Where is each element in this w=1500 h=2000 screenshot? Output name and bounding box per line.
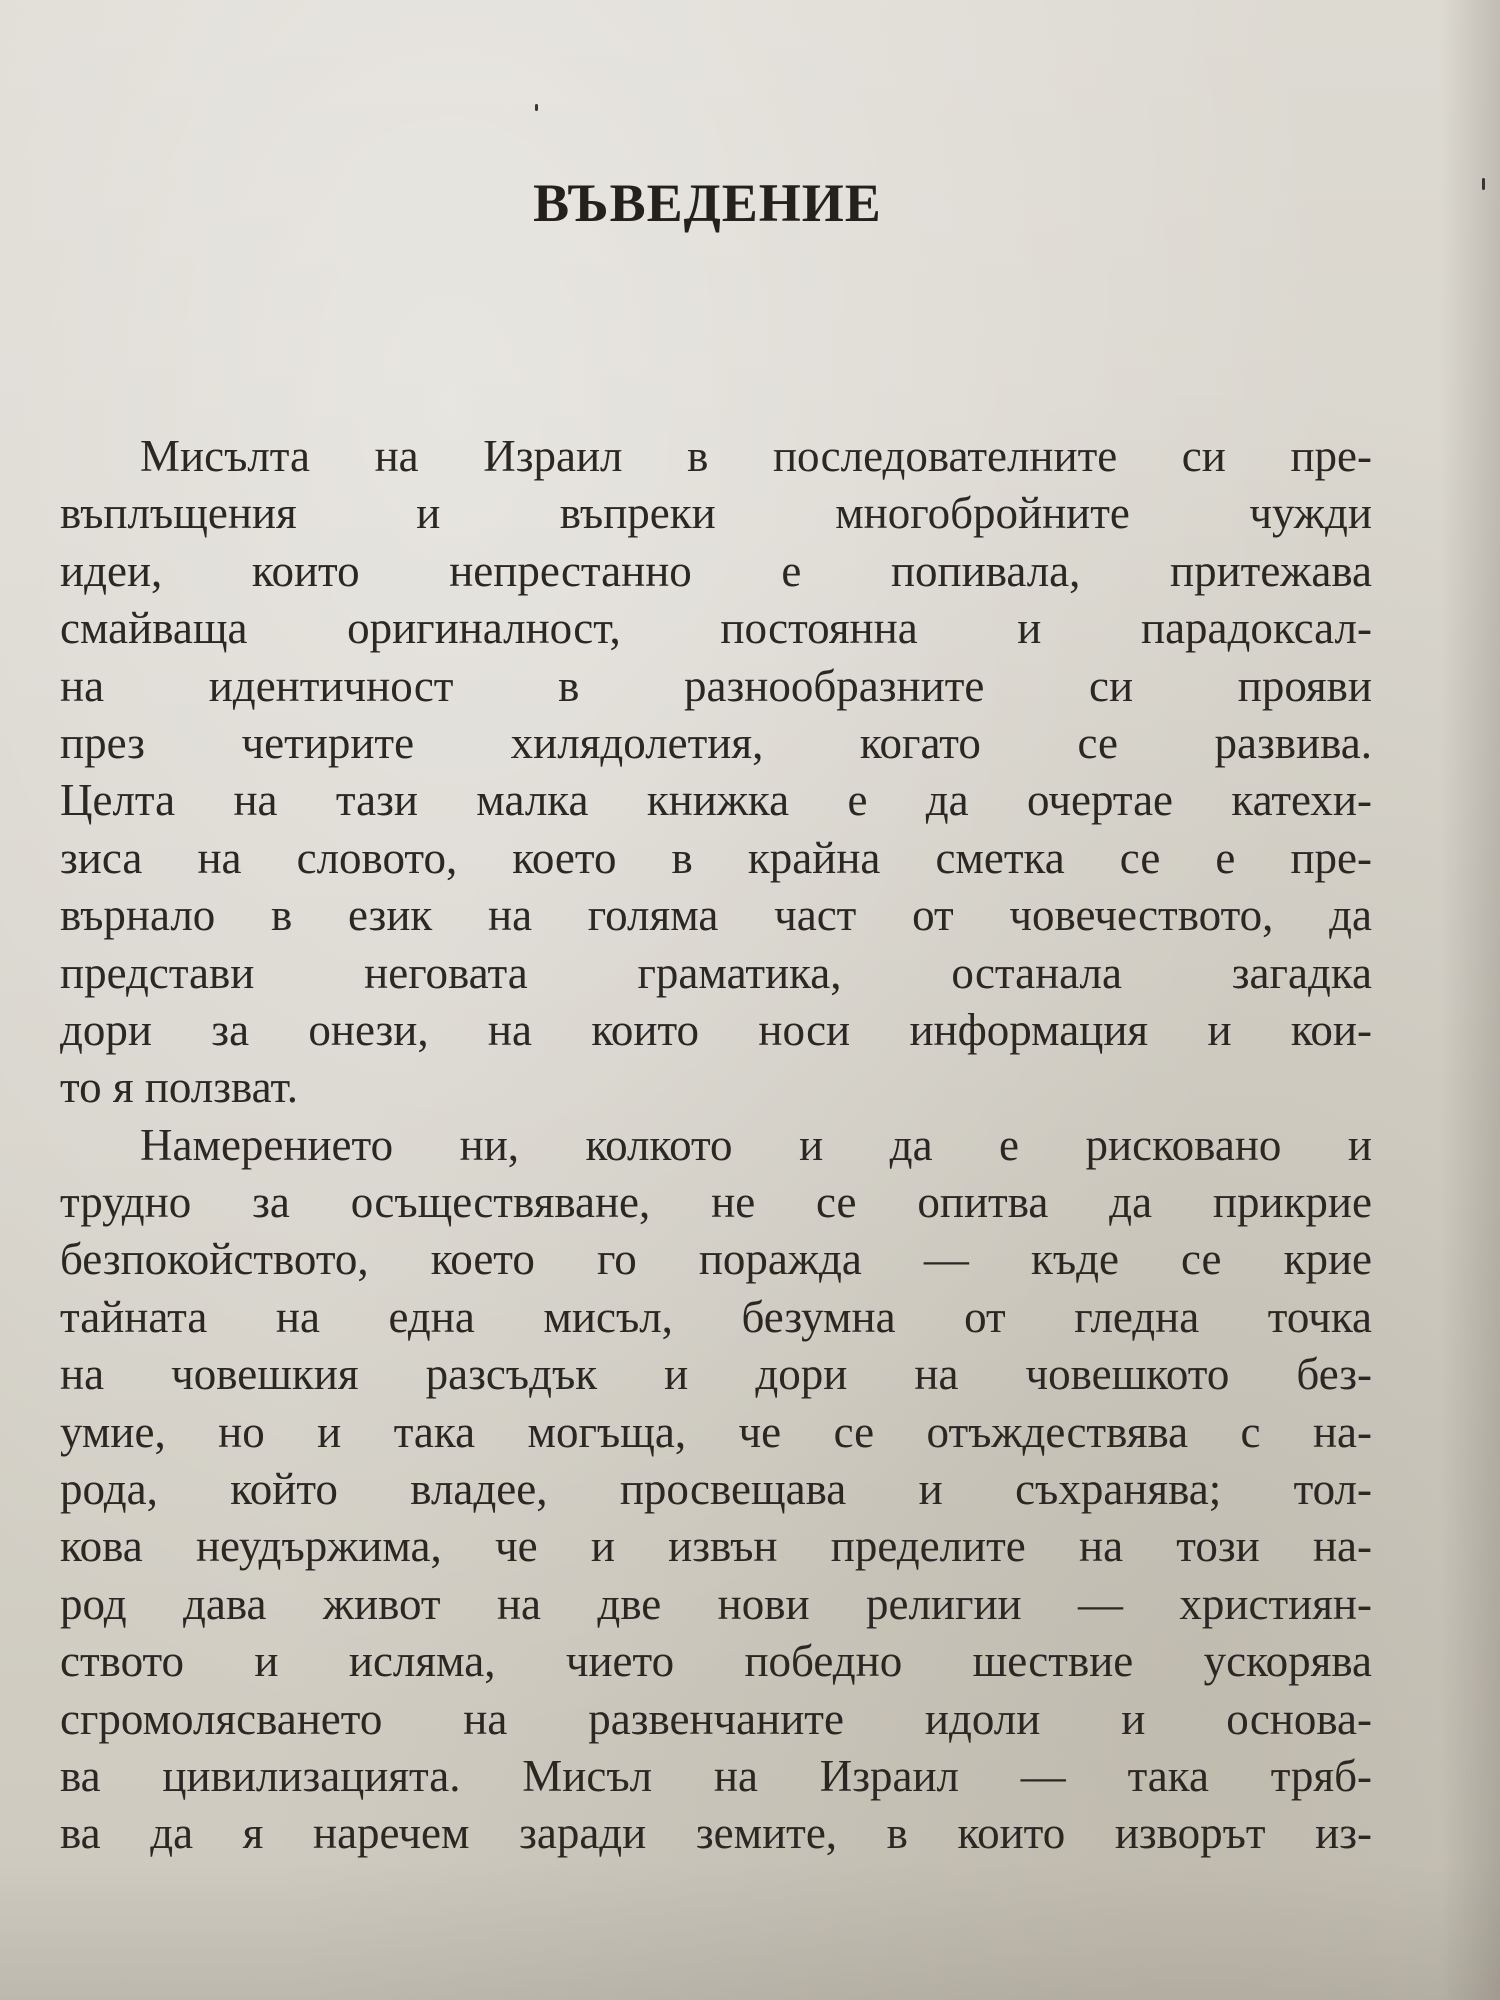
text-line: безпокойството, което го поражда — къде се крие: [60, 1234, 1372, 1285]
text-line: ва да я наречем заради земите, в които изворът из-: [60, 1808, 1372, 1859]
text-line: род дава живот на две нови религии — християн-: [60, 1578, 1372, 1629]
text-line: умие, но и така могъща, че се отъждествява с на-: [60, 1406, 1372, 1457]
text-line: на идентичност в разнообразните си прояви: [60, 660, 1372, 711]
text-line: ството и исляма, чието победно шествие ускорява: [60, 1636, 1372, 1687]
text-line: то я ползват.: [60, 1062, 298, 1113]
ink-speck: [1482, 178, 1485, 190]
body-text: [60, 428, 1372, 1863]
text-line: дори за онези, на които носи информация и кои-: [60, 1004, 1372, 1055]
text-line: трудно за осъществяване, не се опитва да прикрие: [60, 1177, 1372, 1228]
text-line: Целта на тази малка книжка е да очертае катехи-: [60, 775, 1372, 826]
text-line: през четирите хилядолетия, когато се развива.: [60, 717, 1372, 768]
text-line: Намерението ни, колкото и да е рисковано и: [140, 1119, 1372, 1170]
page-edge-shadow: [1440, 0, 1500, 2000]
text-line: представи неговата граматика, останала загадка: [60, 947, 1372, 998]
text-line: тайната на една мисъл, безумна от гледна точка: [60, 1291, 1372, 1342]
text-line: на човешкия разсъдък и дори на човешкото без-: [60, 1349, 1372, 1400]
ink-speck: [535, 104, 538, 111]
text-line: Мисълта на Израил в последователните си пре-: [140, 431, 1372, 481]
text-line: рода, който владее, просвещава и съхранява; тол-: [60, 1464, 1372, 1515]
text-line: сгромолясването на развенчаните идоли и основа-: [60, 1693, 1372, 1744]
text-line: смайваща оригиналност, постоянна и парадоксал-: [60, 603, 1372, 654]
page-bottom-shadow: [0, 1860, 1500, 2000]
chapter-heading: ВЪВЕДЕНИЕ: [533, 173, 882, 233]
text-line: зиса на словото, което в крайна сметка се е пре-: [60, 832, 1372, 883]
text-line: идеи, които непрестанно е попивала, притежава: [60, 545, 1372, 596]
text-line: ва цивилизацията. Мисъл на Израил — така тряб-: [60, 1750, 1372, 1801]
text-line: въплъщения и въпреки многобройните чужди: [60, 488, 1372, 539]
text-line: върнало в език на голяма част от човечеството, да: [60, 890, 1372, 941]
text-line: кова неудържима, че и извън пределите на този на-: [60, 1521, 1372, 1572]
